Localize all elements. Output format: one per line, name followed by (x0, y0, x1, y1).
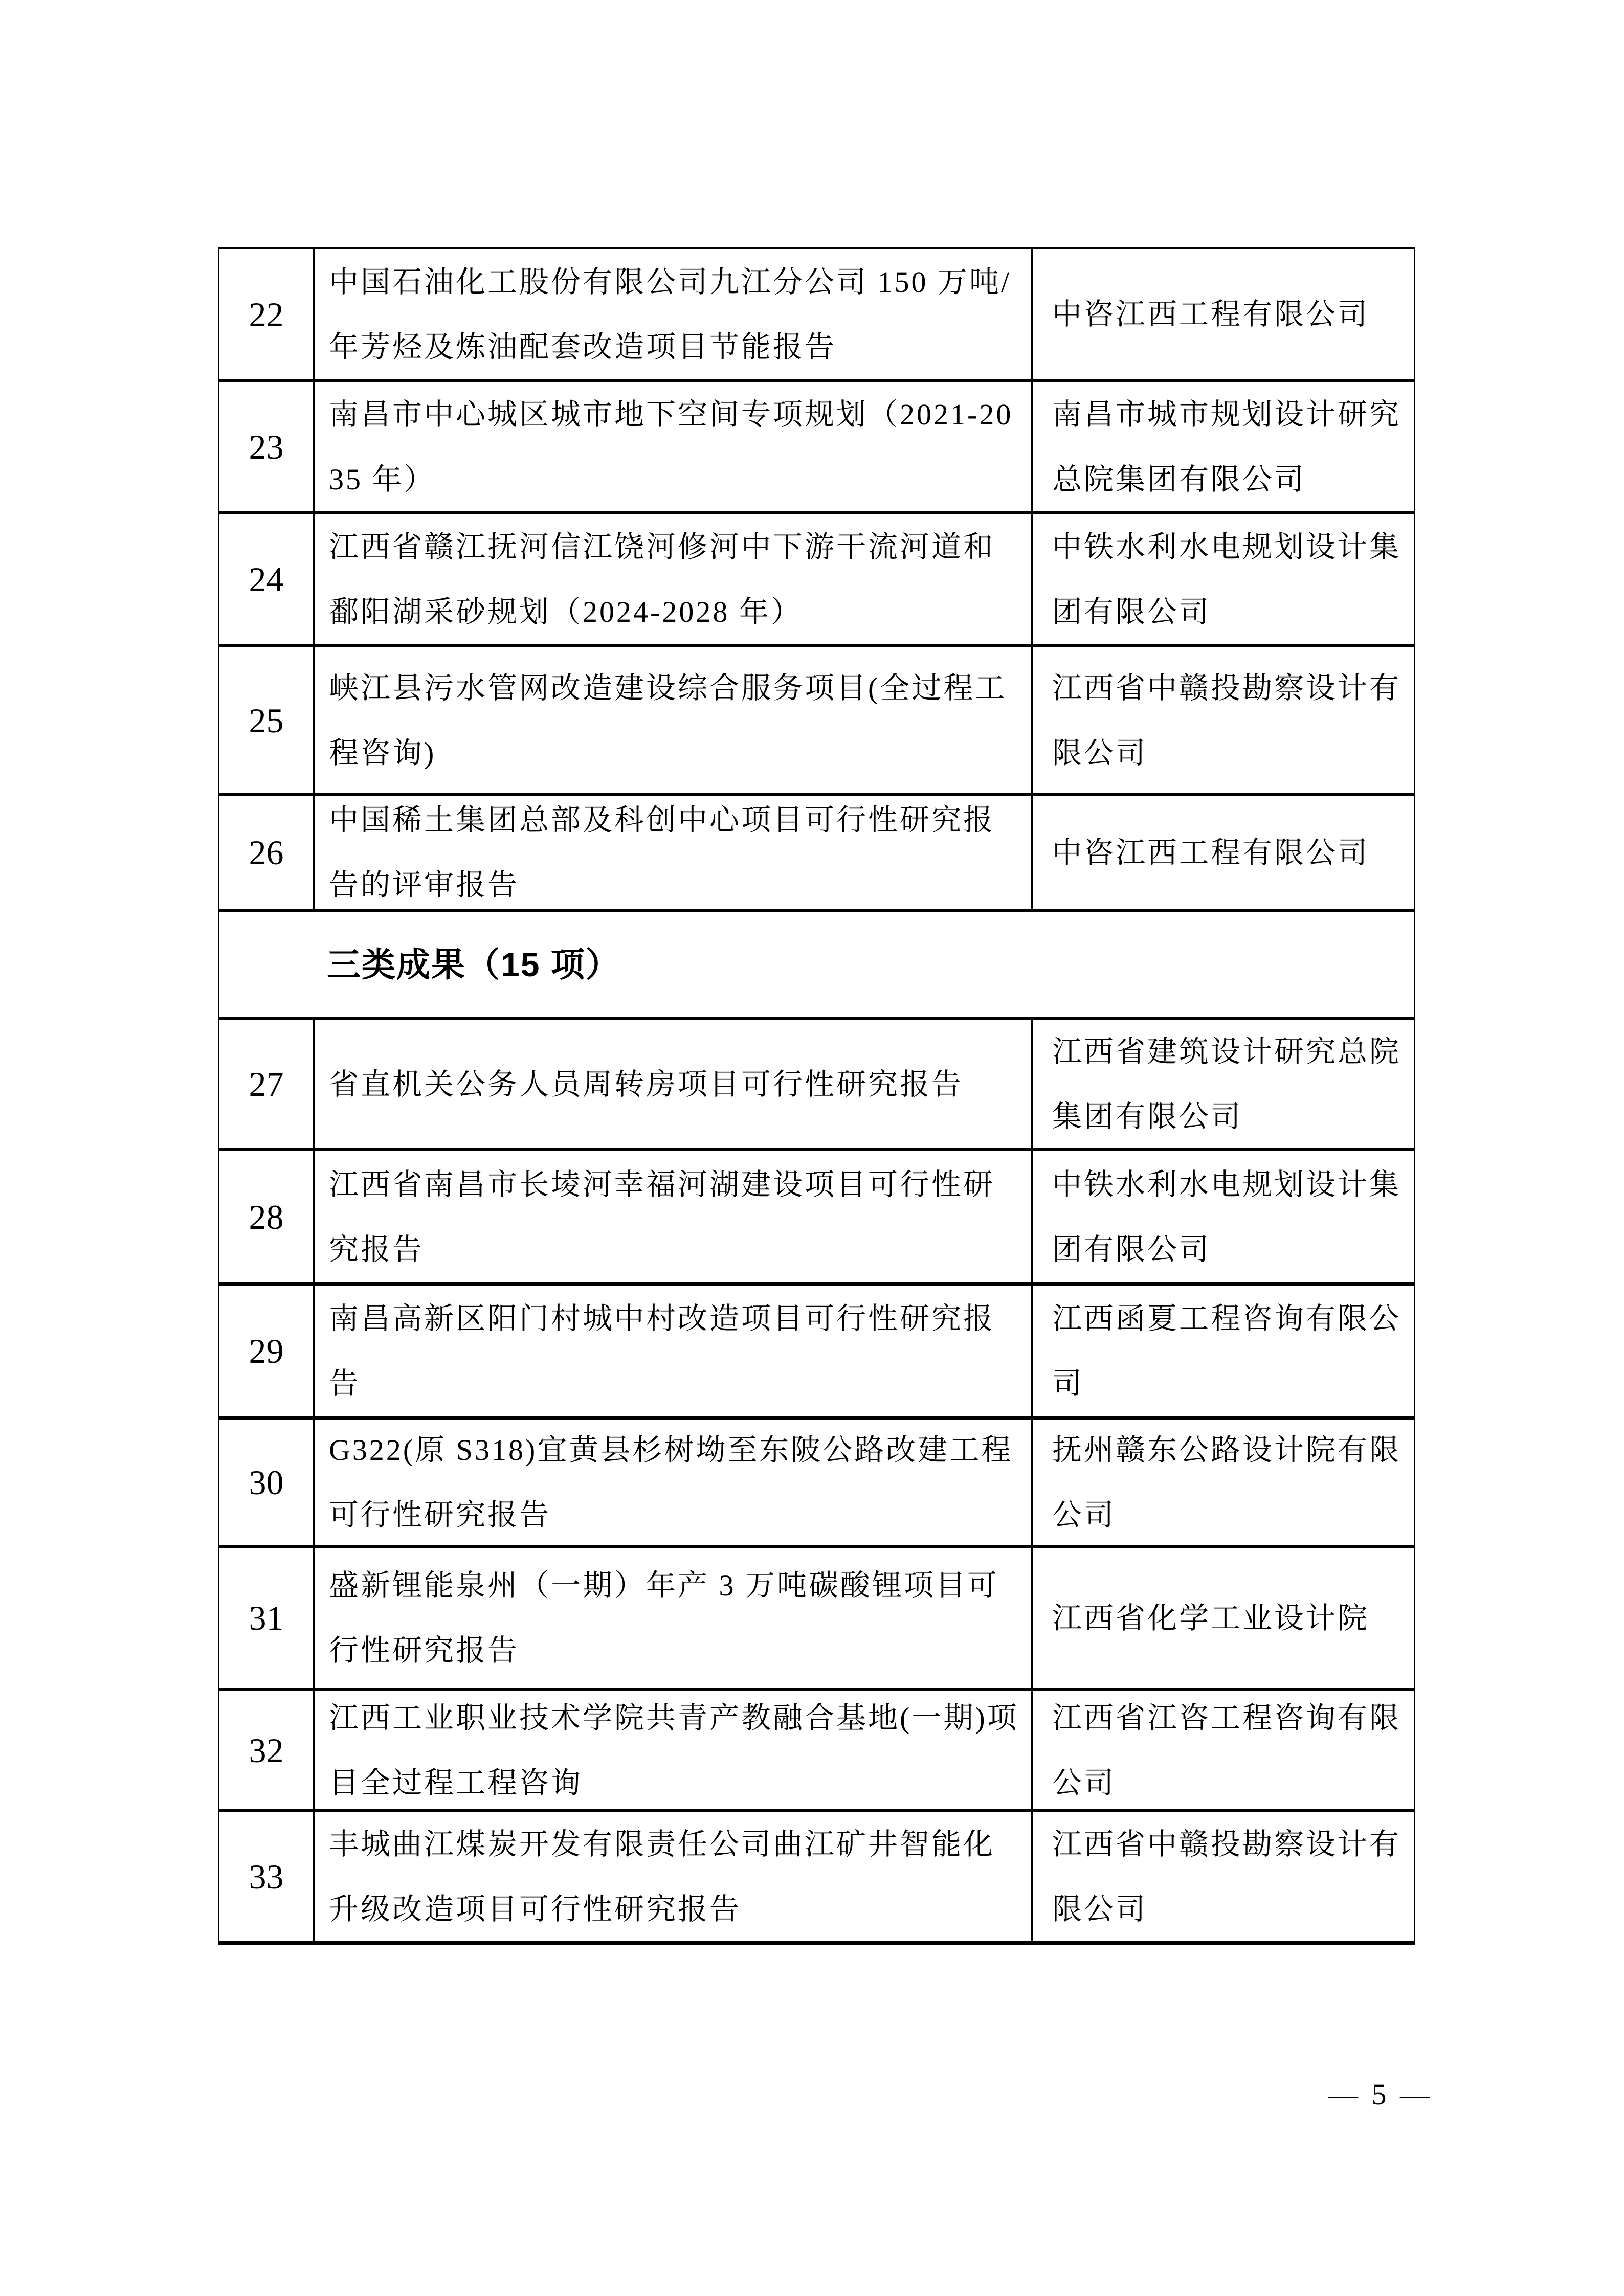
project-name: 丰城曲江煤炭开发有限责任公司曲江矿井智能化升级改造项目可行性研究报告 (329, 1828, 995, 1926)
project-name-cell (315, 647, 1033, 793)
project-name-cell (315, 1286, 1033, 1416)
row-number: 32 (249, 1730, 284, 1770)
section-header: 三类成果（15 项） (327, 946, 620, 983)
table-row (219, 1691, 1414, 1812)
row-number: 26 (249, 833, 284, 872)
table-row (219, 1286, 1414, 1420)
row-number: 33 (249, 1857, 284, 1896)
project-name-cell (315, 1420, 1033, 1545)
company-name-cell (1033, 514, 1414, 644)
company-name-cell (1033, 796, 1414, 909)
company-name: 中咨江西工程有限公司 (1052, 298, 1370, 331)
row-number-cell (219, 647, 315, 793)
company-name: 江西省中赣投勘察设计有限公司 (1052, 671, 1401, 770)
company-name-cell (1033, 647, 1414, 793)
company-name: 江西省江咨工程咨询有限公司 (1052, 1701, 1401, 1799)
row-number-cell (219, 249, 315, 379)
table-row (219, 647, 1414, 796)
project-name-cell (315, 1548, 1033, 1688)
company-name-cell (1033, 249, 1414, 379)
row-number-cell (219, 514, 315, 644)
company-name-cell (1033, 1420, 1414, 1545)
section-header-row (219, 912, 1414, 1020)
project-name-cell (315, 514, 1033, 644)
project-name: 江西工业职业技术学院共青产教融合基地(一期)项目全过程工程咨询 (329, 1701, 1019, 1799)
company-name-cell (1033, 1812, 1414, 1941)
project-name: 盛新锂能泉州（一期）年产 3 万吨碳酸锂项目可行性研究报告 (329, 1569, 999, 1667)
table-row (219, 382, 1414, 514)
project-name: 南昌市中心城区城市地下空间专项规划（2021-2035 年） (329, 398, 1013, 496)
achievements-table (218, 247, 1415, 1945)
project-name-cell (315, 796, 1033, 909)
row-number: 25 (249, 701, 284, 740)
table-row (219, 1548, 1414, 1691)
row-number: 29 (249, 1332, 284, 1370)
section-header-cell (219, 912, 1414, 1017)
row-number-cell (219, 1020, 315, 1148)
project-name-cell (315, 1691, 1033, 1809)
project-name-cell (315, 1151, 1033, 1282)
project-name: 江西省南昌市长堎河幸福河湖建设项目可行性研究报告 (329, 1167, 995, 1266)
row-number: 27 (249, 1065, 284, 1104)
project-name: 中国石油化工股份有限公司九江分公司 150 万吨/年芳烃及炼油配套改造项目节能报告 (329, 265, 1012, 364)
table-row (219, 1020, 1414, 1151)
row-number-cell (219, 1548, 315, 1688)
row-number-cell (219, 1151, 315, 1282)
row-number-cell (219, 1691, 315, 1809)
page-number: — 5 — (1328, 2078, 1433, 2111)
row-number: 22 (249, 295, 284, 334)
company-name-cell (1033, 1548, 1414, 1688)
table-row (219, 1420, 1414, 1548)
project-name: G322(原 S318)宜黄县杉树坳至东陂公路改建工程可行性研究报告 (329, 1433, 1013, 1532)
row-number-cell (219, 1812, 315, 1941)
table-row (219, 1151, 1414, 1286)
project-name: 峡江县污水管网改造建设综合服务项目(全过程工程咨询) (329, 671, 1007, 770)
company-name: 中铁水利水电规划设计集团有限公司 (1052, 1167, 1401, 1266)
row-number: 30 (249, 1462, 284, 1502)
company-name: 南昌市城市规划设计研究总院集团有限公司 (1052, 398, 1401, 496)
project-name: 南昌高新区阳门村城中村改造项目可行性研究报告 (329, 1302, 995, 1400)
company-name: 江西函夏工程咨询有限公司 (1052, 1302, 1401, 1400)
row-number: 28 (249, 1197, 284, 1236)
project-name-cell (315, 249, 1033, 379)
company-name-cell (1033, 382, 1414, 511)
company-name: 江西省化学工业设计院 (1052, 1601, 1370, 1635)
project-name-cell (315, 1020, 1033, 1148)
table-row (219, 249, 1414, 382)
project-name: 省直机关公务人员周转房项目可行性研究报告 (329, 1067, 964, 1101)
table-row (219, 1812, 1414, 1941)
company-name: 中铁水利水电规划设计集团有限公司 (1052, 530, 1401, 628)
table-row (219, 514, 1414, 647)
company-name: 中咨江西工程有限公司 (1052, 836, 1370, 869)
row-number-cell (219, 796, 315, 909)
row-number: 31 (249, 1599, 284, 1637)
company-name-cell (1033, 1286, 1414, 1416)
project-name: 江西省赣江抚河信江饶河修河中下游干流河道和鄱阳湖采砂规划（2024-2028 年） (329, 530, 995, 628)
row-number: 24 (249, 560, 284, 599)
project-name: 中国稀土集团总部及科创中心项目可行性研究报告的评审报告 (329, 803, 995, 902)
company-name-cell (1033, 1691, 1414, 1809)
row-number-cell (219, 382, 315, 511)
project-name-cell (315, 1812, 1033, 1941)
table-row (219, 796, 1414, 912)
company-name-cell (1033, 1151, 1414, 1282)
project-name-cell (315, 382, 1033, 511)
row-number-cell (219, 1286, 315, 1416)
company-name: 江西省建筑设计研究总院集团有限公司 (1052, 1035, 1401, 1133)
row-number-cell (219, 1420, 315, 1545)
company-name: 江西省中赣投勘察设计有限公司 (1052, 1828, 1401, 1926)
row-number: 23 (249, 427, 284, 466)
company-name: 抚州赣东公路设计院有限公司 (1052, 1433, 1401, 1532)
company-name-cell (1033, 1020, 1414, 1148)
